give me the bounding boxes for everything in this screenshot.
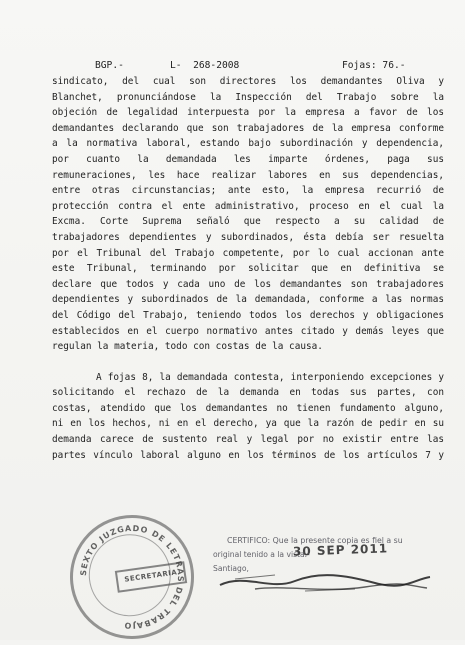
text-line: partes vínculo laboral alguno en los términos de los artículos 7 y [52,449,444,461]
header-case-number: L- 268-2008 [170,60,240,71]
certification-line-2: original tenido a la vista.- [213,550,310,559]
certification-date: 30 SEP 2011 [292,541,389,559]
text-line: entre otras circunstancias; ante esto, la empresa recurrió de [52,185,444,197]
text-line: regulan la materia, todo con costas de la causa. [52,341,323,353]
header-reference: BGP.- [95,60,124,71]
text-line: costas, atendido que los demandantes no tienen fundamento alguno, [52,402,444,414]
text-line: este Tribunal, terminando por solicitar que en definitiva se [52,263,444,275]
text-line: declare que todos y cada uno de los demandantes son trabajadores [52,278,444,290]
text-line: Blanchet, pronunciándose la Inspección del Trabajo sobre la [52,91,444,103]
text-line: del Código del Trabajo, teniendo todos los derechos y obligaciones [52,309,444,321]
handwritten-signature [215,555,435,605]
court-seal-text: SEXTO JUZGADO DE LETRAS DEL TRABAJO [78,523,186,631]
text-line: por cuanto la demandada les imparte órdenes, paga sus [52,153,444,165]
text-line: dependientes y subordinados de la demandada, conforme a las normas [52,294,444,306]
text-line: demanda carece de sustento real y legal por no existir entre las [52,434,444,446]
text-line: por el Tribunal del Trabajo competente, por lo cual accionan ante [52,247,444,259]
header-page-number: Fojas: 76.- [342,60,406,71]
text-line: objeción de legalidad interpuesta por la empresa a favor de los [52,107,444,119]
text-line: a la normativa laboral, estando bajo subordinación y dependencia, [52,138,444,150]
text-line: Excma. Corte Suprema señaló que respecto a su calidad de [52,216,444,228]
certification-place: Santiago, [213,564,249,573]
text-line: remuneraciones, les hace realizar labores en sus dependencias, [52,169,444,181]
document-body [52,74,444,463]
text-line: ni en los hechos, ni en el derecho, ya que la razón de pedir en su [52,418,444,430]
text-line: sindicato, del cual son directores los demandantes Oliva y [52,76,444,87]
text-line: establecidos en el cuerpo normativo antes citado y demás leyes que [52,325,444,337]
text-line: protección contra el ente administrativo, proceso en el cual la [52,200,444,212]
text-line: trabajadores dependientes y subordinados, ésta debía ser resuelta [52,231,444,243]
certification-line-1: CERTIFICO: Que la presente copia es fiel a su [227,536,403,545]
secretaria-stamp: SECRETARIA [115,561,187,593]
text-line: demandantes declarando que son trabajadores de la empresa conforme [52,122,444,134]
text-line: A fojas 8, la demandada contesta, interponiendo excepciones y [96,371,444,383]
text-line: solicitando el rechazo de la demanda en todas sus partes, con [52,387,444,399]
paragraph-gap [52,355,444,370]
page-header [0,60,465,74]
